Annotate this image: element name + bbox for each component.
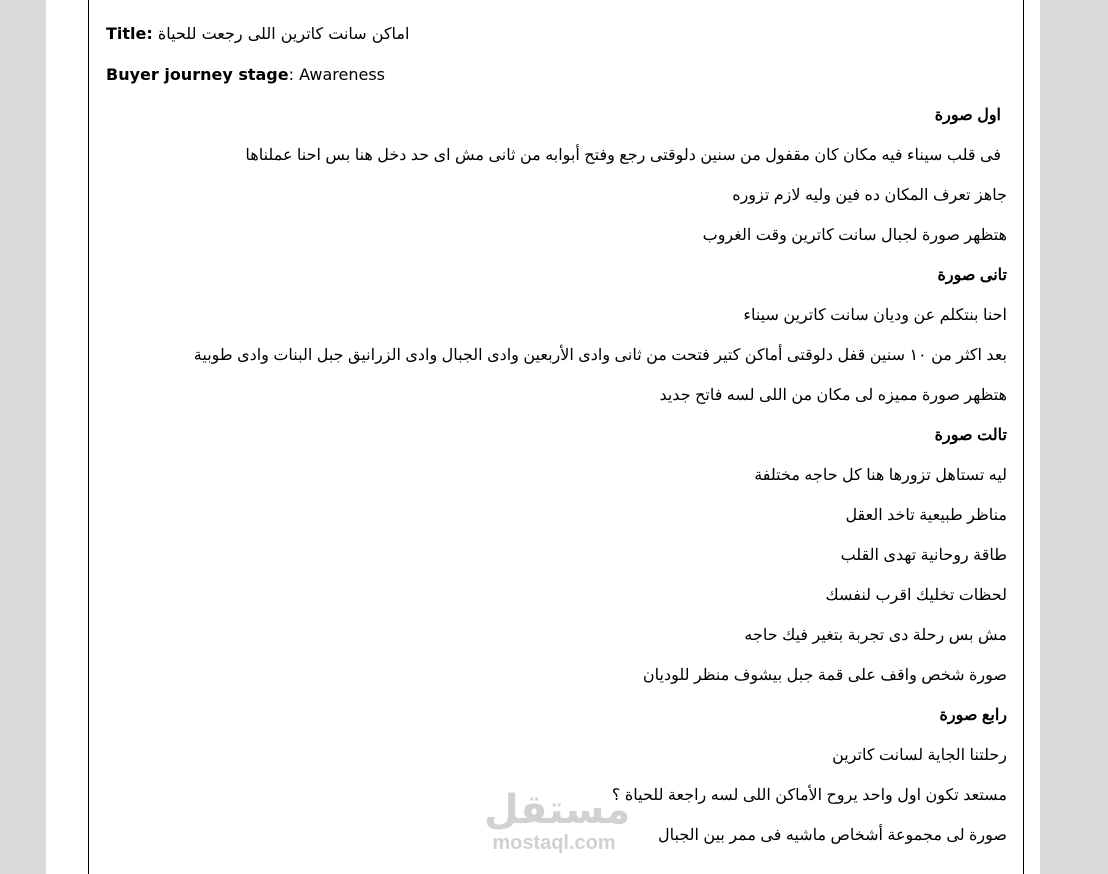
section-1-line-2: جاهز تعرف المكان ده فين وليه لازم تزوره — [732, 187, 1007, 204]
section-3-line-2: مناظر طبيعية تاخد العقل — [845, 507, 1007, 524]
page-border-right — [1023, 0, 1024, 874]
section-1-heading: اول صورة — [934, 107, 1001, 124]
section-4-line-3: صورة لى مجموعة أشخاص ماشيه فى ممر بين الجبال — [658, 827, 1007, 844]
section-3-line-4: لحظات تخليك اقرب لنفسك — [825, 587, 1007, 604]
title-line: Title: اماكن سانت كاترين اللى رجعت للحياة — [106, 24, 410, 43]
section-3-heading: تالت صورة — [934, 427, 1007, 444]
stage-label: Buyer journey stage — [106, 65, 289, 84]
stage-line: Buyer journey stage: Awareness — [106, 65, 386, 84]
section-4-heading: رابع صورة — [939, 707, 1007, 724]
watermark-arabic: مستقل — [484, 787, 631, 833]
document-page — [46, 0, 1040, 874]
section-1-line-1: فى قلب سيناء فيه مكان كان مقفول من سنين دلوقتى رجع وفتح أبوابه من ثانى مش اى حد دخل هنا بس احنا عملناها — [245, 147, 1001, 164]
section-2-line-3: هتظهر صورة مميزه لى مكان من اللى لسه فاتح جديد — [659, 387, 1007, 404]
page-border-left — [88, 0, 89, 874]
section-3-line-1: ليه تستاهل تزورها هنا كل حاجه مختلفة — [754, 467, 1007, 484]
section-3-line-5: مش بس رحلة دى تجربة بتغير فيك حاجه — [744, 627, 1007, 644]
section-4-line-1: رحلتنا الجاية لسانت كاترين — [832, 747, 1007, 764]
section-2-heading: تانى صورة — [937, 267, 1007, 284]
section-3-line-3: طاقة روحانية تهدى القلب — [840, 547, 1007, 564]
section-2-line-2: بعد اكثر من ١٠ سنين قفل دلوقتى أماكن كتير فتحت من ثانى وادى الأربعين وادى الجبال وادى الزرانيق جبل البنات وادى طوبية — [193, 347, 1007, 364]
section-1-line-3: هتظهر صورة لجبال سانت كاترين وقت الغروب — [702, 227, 1007, 244]
mostaql-watermark — [484, 787, 631, 854]
section-3-line-6: صورة شخص واقف على قمة جبل بيشوف منظر للوديان — [642, 667, 1007, 684]
watermark-latin: mostaql.com — [492, 832, 616, 854]
title-label: Title — [106, 24, 147, 43]
section-2-line-1: احنا بنتكلم عن وديان سانت كاترين سيناء — [743, 307, 1007, 324]
title-value: اماكن سانت كاترين اللى رجعت للحياة — [157, 24, 410, 43]
stage-value: Awareness — [299, 65, 386, 84]
section-4-line-2: مستعد تكون اول واحد يروح الأماكن اللى لسه راجعة للحياة ؟ — [611, 787, 1007, 804]
